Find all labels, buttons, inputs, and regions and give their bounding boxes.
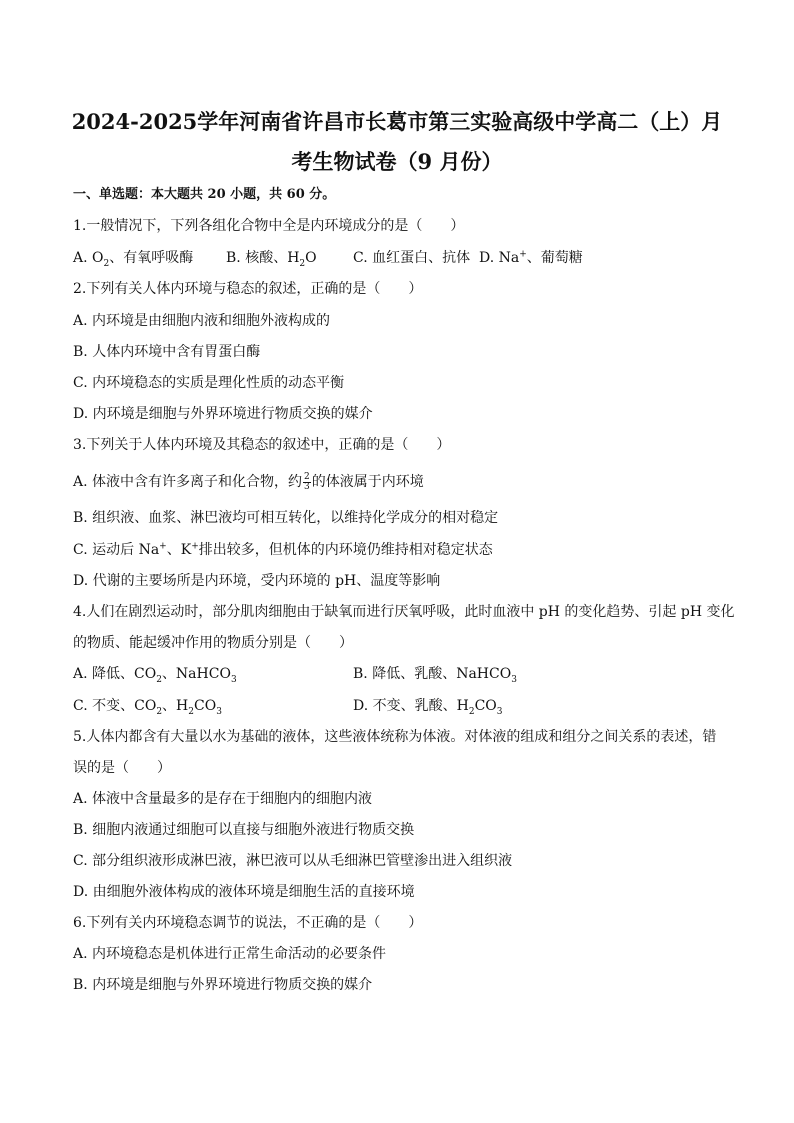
question-2-option-c: C. 内环境稳态的实质是理化性质的动态平衡 [73,375,345,391]
exam-title-line-1: 2024-2025学年河南省许昌市长葛市第三实验高级中学高二（上）月 [71,109,723,134]
question-4-stem-line-2: 的物质、能起缓冲作用的物质分别是（ ） [73,635,353,651]
question-6-stem: 6.下列有关内环境稳态调节的说法，不正确的是（ ） [73,915,423,931]
question-2-option-b: B. 人体内环境中含有胃蛋白酶 [73,344,261,360]
question-1-option-c: C. 血红蛋白、抗体 [353,250,471,266]
question-1-option-d: D. Na+、葡萄糖 [479,249,583,266]
question-1-stem: 1.一般情况下，下列各组化合物中全是内环境成分的是（ ） [73,218,465,234]
question-1-option-a: A. $O_2$、有氧呼吸酶 [73,250,194,269]
question-3-stem: 3.下列关于人体内环境及其稳态的叙述中，正确的是（ ） [73,437,451,453]
question-3-option-c: C. 运动后 Na+、K+排出较多，但机体的内环境仍维持相对稳定状态 [73,541,493,558]
question-2-option-a: A. 内环境是由细胞内液和细胞外液构成的 [73,313,331,329]
question-3-option-a: A. 体液中含有许多离子和化合物，约 $\frac{2}{3}$ 的体液属于内环境 [73,471,424,492]
fraction: $\frac{2}{3}$ [304,471,310,492]
question-5-stem-line-1: 5.人体内都含有大量以水为基础的液体，这些液体统称为体液。对体液的组成和组分之间关系的表述，错 [73,729,717,745]
exam-title-line-2: 考生物试卷（9 月份） [291,149,503,174]
question-4-stem-line-1: 4.人们在剧烈运动时，部分肌肉细胞由于缺氧而进行厌氧呼吸，此时血液中 pH 的变化趋势、引起 pH 变化 [73,604,735,620]
question-4-option-c: C. 不变、$CO_2$、$H_2CO_3$ [73,698,222,717]
question-2-option-d: D. 内环境是细胞与外界环境进行物质交换的媒介 [73,406,373,422]
section-heading: 一、单选题：本大题共 20 小题，共 60 分。 [73,187,336,202]
question-2-stem: 2.下列有关人体内环境与稳态的叙述，正确的是（ ） [73,281,423,297]
question-6-option-a: A. 内环境稳态是机体进行正常生命活动的必要条件 [73,946,387,962]
question-5-stem-line-2: 误的是（ ） [73,760,171,776]
question-4-option-d: D. 不变、乳酸、$H_2CO_3$ [353,698,503,717]
question-5-option-b: B. 细胞内液通过细胞可以直接与细胞外液进行物质交换 [73,822,415,838]
question-3-option-b: B. 组织液、血浆、淋巴液均可相互转化，以维持化学成分的相对稳定 [73,510,499,526]
question-6-option-b: B. 内环境是细胞与外界环境进行物质交换的媒介 [73,977,373,993]
question-4-option-b: B. 降低、乳酸、NaHCO$_3$ [353,666,517,685]
question-4-option-a: A. 降低、$CO_2$、NaHCO$_3$ [73,666,237,685]
question-5-option-c: C. 部分组织液形成淋巴液，淋巴液可以从毛细淋巴管壁渗出进入组织液 [73,853,513,869]
question-5-option-a: A. 体液中含量最多的是存在于细胞内的细胞内液 [73,791,373,807]
question-1-option-b: B. 核酸、$H_2O$ [226,250,317,269]
question-3-option-d: D. 代谢的主要场所是内环境，受内环境的 pH、温度等影响 [73,573,441,589]
question-5-option-d: D. 由细胞外液体构成的液体环境是细胞生活的直接环境 [73,884,415,900]
